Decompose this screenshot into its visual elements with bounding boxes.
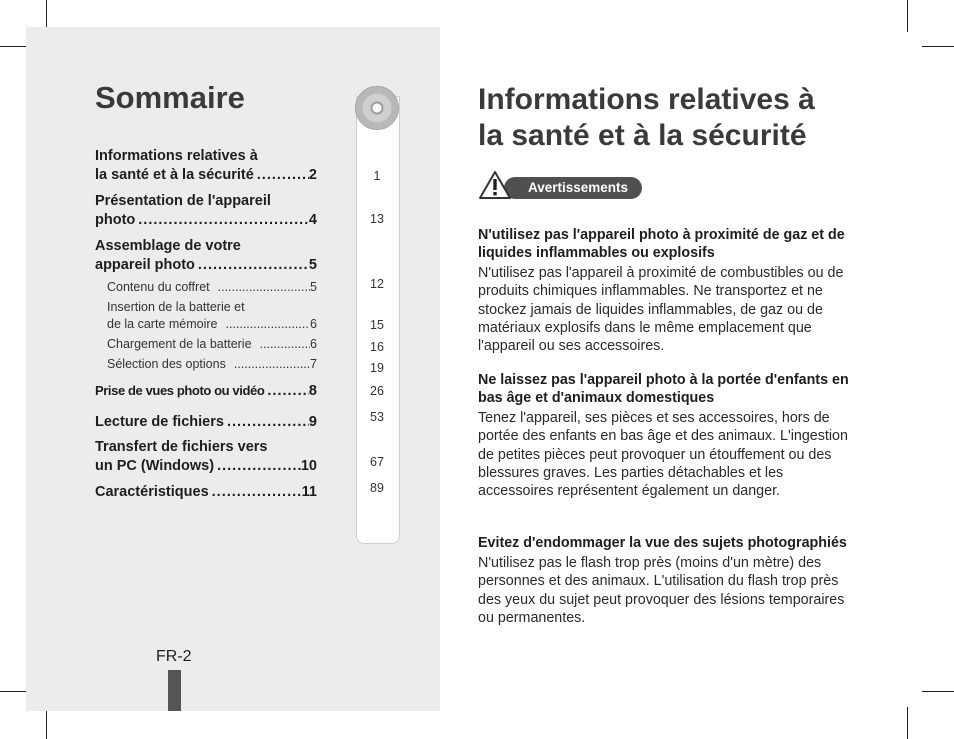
leader-dots [252,336,311,353]
page-number-label: FR-2 [156,648,192,665]
safety-section [478,371,858,500]
crop-mark [922,46,954,47]
toc-entry-label: Lecture de fichiers [95,414,224,430]
toc-subentry[interactable] [107,279,317,296]
toc-page-number: 4 [308,212,317,228]
toc-entry[interactable] [95,381,317,401]
toc-entry[interactable] [95,237,317,275]
disc-icon [355,86,399,130]
page-ref: 19 [370,361,384,375]
table-of-contents [95,147,317,509]
section-heading: Evitez d'endommager la vue des sujets photographiés [478,535,847,551]
toc-subentry[interactable] [107,356,317,373]
toc-entry[interactable] [95,483,317,502]
toc-entry[interactable] [95,438,317,476]
toc-entry-label: Transfert de fichiers vers [95,439,268,455]
page-ref: 12 [370,277,384,291]
section-body: Tenez l'appareil, ses pièces et ses accessoires, hors de portée des enfants en bas âge et des animaux. L'ingestion de petites pièces peut provoquer un étouffement ou des blessures graves. Les parties détachables et les accessoires représentent également un danger. [478,410,848,500]
section-title-line: Informations relatives à [478,83,815,116]
page-ref: 67 [370,455,384,469]
section-heading: N'utilisez pas l'appareil photo à proximité de gaz et de liquides inflammables ou explosifs [478,227,845,261]
toc-entry-label: la santé et à la sécurité [95,167,254,183]
toc-entry-label: photo [95,212,136,228]
toc-page-number: 10 [300,458,317,474]
toc-page-number: 6 [310,337,317,351]
toc-page-number: 7 [310,357,317,371]
toc-entry-label: Informations relatives à [95,148,258,164]
leader-dots [195,256,309,275]
toc-entry-label: Caractéristiques [95,484,209,500]
section-heading: Ne laissez pas l'appareil photo à la portée d'enfants en bas âge et d'animaux domestiques [478,372,849,406]
toc-page-number: 6 [310,317,317,331]
section-body: N'utilisez pas le flash trop près (moins d'un mètre) des personnes et des animaux. L'utilisation du flash trop près des yeux du sujet peut provoquer des lésions temporaires ou permanentes. [478,555,845,626]
leader-dots [210,279,310,296]
toc-entry-label: Chargement de la batterie [107,337,252,351]
section-body: N'utilisez pas l'appareil à proximité de combustibles ou de produits chimiques inflammables. Ne transportez et ne stockez jamais de liquides inflammables, de gaz ou de matériaux explosifs dans le même emplacement que l'appareil ou ses accessoires. [478,265,844,355]
toc-entry-label: un PC (Windows) [95,458,215,474]
page-title: Sommaire [95,80,245,115]
toc-subentry[interactable] [107,336,317,353]
page-ref: 16 [370,340,384,354]
leader-dots [209,483,302,502]
page-ref: 15 [370,318,384,332]
toc-page-number: 2 [308,167,317,183]
safety-section [478,226,858,355]
crop-mark [907,707,908,739]
leader-dots [217,316,310,333]
leader-dots [224,413,309,432]
leader-dots [214,457,301,476]
page-ref: 13 [370,212,384,226]
section-title-line: la santé et à la sécurité [478,119,807,152]
toc-subentry[interactable] [107,299,317,333]
toc-entry-label: de la carte mémoire [107,317,218,331]
leader-dots [254,166,309,185]
page-ref: 89 [370,481,384,495]
warning-icon [478,170,512,200]
toc-entry[interactable] [95,413,317,432]
leader-dots [135,211,309,230]
page-ref: 1 [373,169,381,183]
section-title [478,82,815,154]
safety-section [478,534,858,627]
toc-page-number: 5 [308,257,317,273]
toc-page-number: 8 [308,383,317,399]
page-tab-marker [168,670,181,711]
leader-dots [226,356,310,373]
toc-entry-label: Sélection des options [107,357,226,371]
crop-mark [46,707,47,739]
page-ref: 53 [370,410,384,424]
toc-entry-label: appareil photo [95,257,195,273]
warning-label: Avertissements [504,177,642,199]
toc-entry-label: Prise de vues photo ou vidéo [95,383,265,398]
toc-entry[interactable] [95,192,317,230]
toc-entry-label: Insertion de la batterie et [107,300,245,314]
toc-page-number: 11 [301,484,317,500]
toc-page-number: 5 [310,280,317,294]
toc-entry-label: Assemblage de votre [95,238,241,254]
toc-entry[interactable] [95,147,317,185]
page-ref: 26 [370,384,384,398]
toc-entry-label: Présentation de l'appareil [95,193,271,209]
crop-mark [907,0,908,32]
toc-page-number: 9 [308,414,317,430]
leader-dots [264,382,309,401]
crop-mark [922,691,954,692]
toc-entry-label: Contenu du coffret [107,280,210,294]
